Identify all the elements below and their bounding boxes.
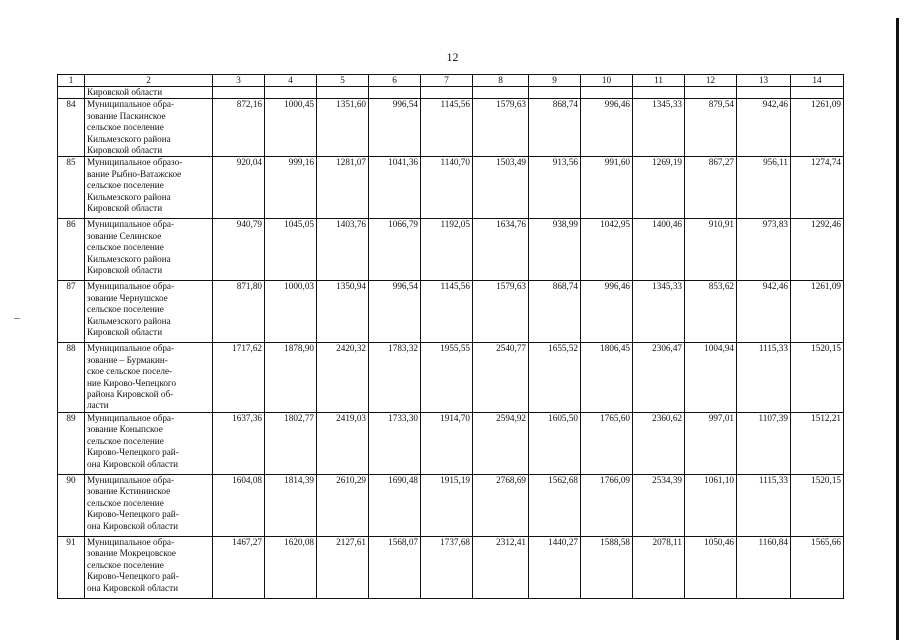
table-row: [58, 412, 844, 474]
value-cell: 973,83: [737, 219, 791, 281]
row-number-cell: 89: [58, 412, 85, 474]
value-cell: 1878,90: [265, 343, 317, 412]
municipality-name-cell: Муниципальное обра- зование Коныпское сельское поселение Кирово-Чепецкого рай- она Кировской области: [85, 412, 213, 474]
value-cell: 1766,09: [581, 474, 633, 536]
value-cell: 1467,27: [213, 536, 265, 598]
row-number-cell: 90: [58, 474, 85, 536]
value-cell: 871,80: [213, 281, 265, 343]
value-cell: 1802,77: [265, 412, 317, 474]
column-header: 7: [421, 75, 473, 87]
value-cell: 1765,60: [581, 412, 633, 474]
value-cell: 910,91: [685, 219, 737, 281]
value-cell: 1000,45: [265, 99, 317, 157]
value-cell: 1806,45: [581, 343, 633, 412]
value-cell: 2768,69: [473, 474, 529, 536]
value-cell: 1690,48: [369, 474, 421, 536]
value-cell: 867,27: [685, 157, 737, 219]
value-cell: 1107,39: [737, 412, 791, 474]
table-header-row: [58, 75, 844, 87]
value-cell: 1737,68: [421, 536, 473, 598]
value-cell: 1440,27: [529, 536, 581, 598]
value-cell: 868,74: [529, 281, 581, 343]
value-cell: 1145,56: [421, 281, 473, 343]
value-cell: 2360,62: [633, 412, 685, 474]
value-cell: 996,54: [369, 99, 421, 157]
value-cell: 1562,68: [529, 474, 581, 536]
value-cell: 1045,05: [265, 219, 317, 281]
column-header: 2: [85, 75, 213, 87]
table-row: [58, 219, 844, 281]
value-cell: 942,46: [737, 99, 791, 157]
value-cell: 1512,21: [791, 412, 844, 474]
table-row: [58, 536, 844, 598]
column-header: 1: [58, 75, 85, 87]
value-cell: 1579,63: [473, 99, 529, 157]
table-row: [58, 157, 844, 219]
value-cell: 991,60: [581, 157, 633, 219]
row-number-cell: 85: [58, 157, 85, 219]
value-cell: 1637,36: [213, 412, 265, 474]
value-cell: 1261,09: [791, 281, 844, 343]
value-cell: 1345,33: [633, 99, 685, 157]
value-cell: 1520,15: [791, 343, 844, 412]
value-cell: 853,62: [685, 281, 737, 343]
row-number-cell: 87: [58, 281, 85, 343]
value-cell: 1814,39: [265, 474, 317, 536]
column-header: 8: [473, 75, 529, 87]
row-number-cell: 88: [58, 343, 85, 412]
row-number-cell: 86: [58, 219, 85, 281]
value-cell: 1274,74: [791, 157, 844, 219]
value-cell: 920,04: [213, 157, 265, 219]
column-header: 13: [737, 75, 791, 87]
value-cell: 1261,09: [791, 99, 844, 157]
column-header: 4: [265, 75, 317, 87]
value-cell: 1955,55: [421, 343, 473, 412]
row-number-cell: 91: [58, 536, 85, 598]
municipality-name-cell: Муниципальное образо- вание Рыбно-Ватажское сельское поселение Кильмезского района Кировской области: [85, 157, 213, 219]
value-cell: 1042,95: [581, 219, 633, 281]
row-number-cell: 84: [58, 99, 85, 157]
value-cell: 1160,84: [737, 536, 791, 598]
value-cell: 1281,07: [317, 157, 369, 219]
table-row: [58, 474, 844, 536]
value-cell: 1403,76: [317, 219, 369, 281]
municipality-name-cell: Муниципальное обра- зование Паскинское сельское поселение Кильмезского района Кировской области: [85, 99, 213, 157]
value-cell: 913,56: [529, 157, 581, 219]
value-cell: 1350,94: [317, 281, 369, 343]
value-cell: 1345,33: [633, 281, 685, 343]
value-cell: 2534,39: [633, 474, 685, 536]
value-cell: 2540,77: [473, 343, 529, 412]
continuation-text: Кировской области: [85, 87, 213, 99]
municipality-name-cell: Муниципальное обра- зование Мокрецовское сельское поселение Кирово-Чепецкого рай- она Кировской области: [85, 536, 213, 598]
value-cell: 1145,56: [421, 99, 473, 157]
municipality-name-cell: Муниципальное обра- зование Чернушское сельское поселение Кильмезского района Кировской области: [85, 281, 213, 343]
value-cell: 2078,11: [633, 536, 685, 598]
value-cell: 1351,60: [317, 99, 369, 157]
value-cell: 1733,30: [369, 412, 421, 474]
column-header: 5: [317, 75, 369, 87]
value-cell: 1717,62: [213, 343, 265, 412]
value-cell: 1565,66: [791, 536, 844, 598]
value-cell: 996,46: [581, 281, 633, 343]
value-cell: 2610,29: [317, 474, 369, 536]
column-header: 10: [581, 75, 633, 87]
value-cell: 1269,19: [633, 157, 685, 219]
value-cell: 1783,32: [369, 343, 421, 412]
value-cell: 1000,03: [265, 281, 317, 343]
value-cell: 996,46: [581, 99, 633, 157]
value-cell: 1605,50: [529, 412, 581, 474]
value-cell: 1292,46: [791, 219, 844, 281]
value-cell: 999,16: [265, 157, 317, 219]
value-cell: 1041,36: [369, 157, 421, 219]
value-cell: 1066,79: [369, 219, 421, 281]
value-cell: 2127,61: [317, 536, 369, 598]
value-cell: 938,99: [529, 219, 581, 281]
page-number: 12: [446, 50, 459, 64]
value-cell: 872,16: [213, 99, 265, 157]
scan-edge-line: [896, 18, 899, 640]
value-cell: 868,74: [529, 99, 581, 157]
column-header: 6: [369, 75, 421, 87]
value-cell: 942,46: [737, 281, 791, 343]
value-cell: 1655,52: [529, 343, 581, 412]
tariff-table: [57, 74, 844, 599]
value-cell: 1503,49: [473, 157, 529, 219]
row-number-cell: [58, 87, 85, 99]
value-cell: 1115,33: [737, 474, 791, 536]
value-cell: 956,11: [737, 157, 791, 219]
municipality-name-cell: Муниципальное обра- зование Кстининское сельское поселение Кирово-Чепецкого рай- она Кировской области: [85, 474, 213, 536]
value-cell: 1634,76: [473, 219, 529, 281]
column-header: 9: [529, 75, 581, 87]
value-cell: 1061,10: [685, 474, 737, 536]
value-cell: 2594,92: [473, 412, 529, 474]
value-cell: 1914,70: [421, 412, 473, 474]
value-cell: 997,01: [685, 412, 737, 474]
value-cell: 1915,19: [421, 474, 473, 536]
value-cell: 1050,46: [685, 536, 737, 598]
value-cell: 879,54: [685, 99, 737, 157]
value-cell: 1140,70: [421, 157, 473, 219]
value-cell: 1192,05: [421, 219, 473, 281]
value-cell: 1004,94: [685, 343, 737, 412]
value-cell: 1588,58: [581, 536, 633, 598]
column-header: 11: [633, 75, 685, 87]
value-cell: 2306,47: [633, 343, 685, 412]
table-row: [58, 281, 844, 343]
value-cell: 996,54: [369, 281, 421, 343]
value-cell: 1400,46: [633, 219, 685, 281]
value-cell: 1115,33: [737, 343, 791, 412]
table-row: [58, 343, 844, 412]
value-cell: 2419,03: [317, 412, 369, 474]
column-header: 14: [791, 75, 844, 87]
value-cell: 1520,15: [791, 474, 844, 536]
column-header: 12: [685, 75, 737, 87]
value-cell: 1579,63: [473, 281, 529, 343]
scan-margin-mark: [14, 318, 20, 319]
continuation-row: [58, 87, 844, 99]
table-row: [58, 99, 844, 157]
value-cell: 2420,32: [317, 343, 369, 412]
value-cell: 1604,08: [213, 474, 265, 536]
value-cell: 1620,08: [265, 536, 317, 598]
municipality-name-cell: Муниципальное обра- зование Селинское сельское поселение Кильмезского района Кировской области: [85, 219, 213, 281]
value-cell: 1568,07: [369, 536, 421, 598]
value-cell: 2312,41: [473, 536, 529, 598]
value-cell: 940,79: [213, 219, 265, 281]
column-header: 3: [213, 75, 265, 87]
municipality-name-cell: Муниципальное обра- зование – Бурмакин- ское сельское поселе- ние Кирово-Чепецкого района Кировской об- ласти: [85, 343, 213, 412]
